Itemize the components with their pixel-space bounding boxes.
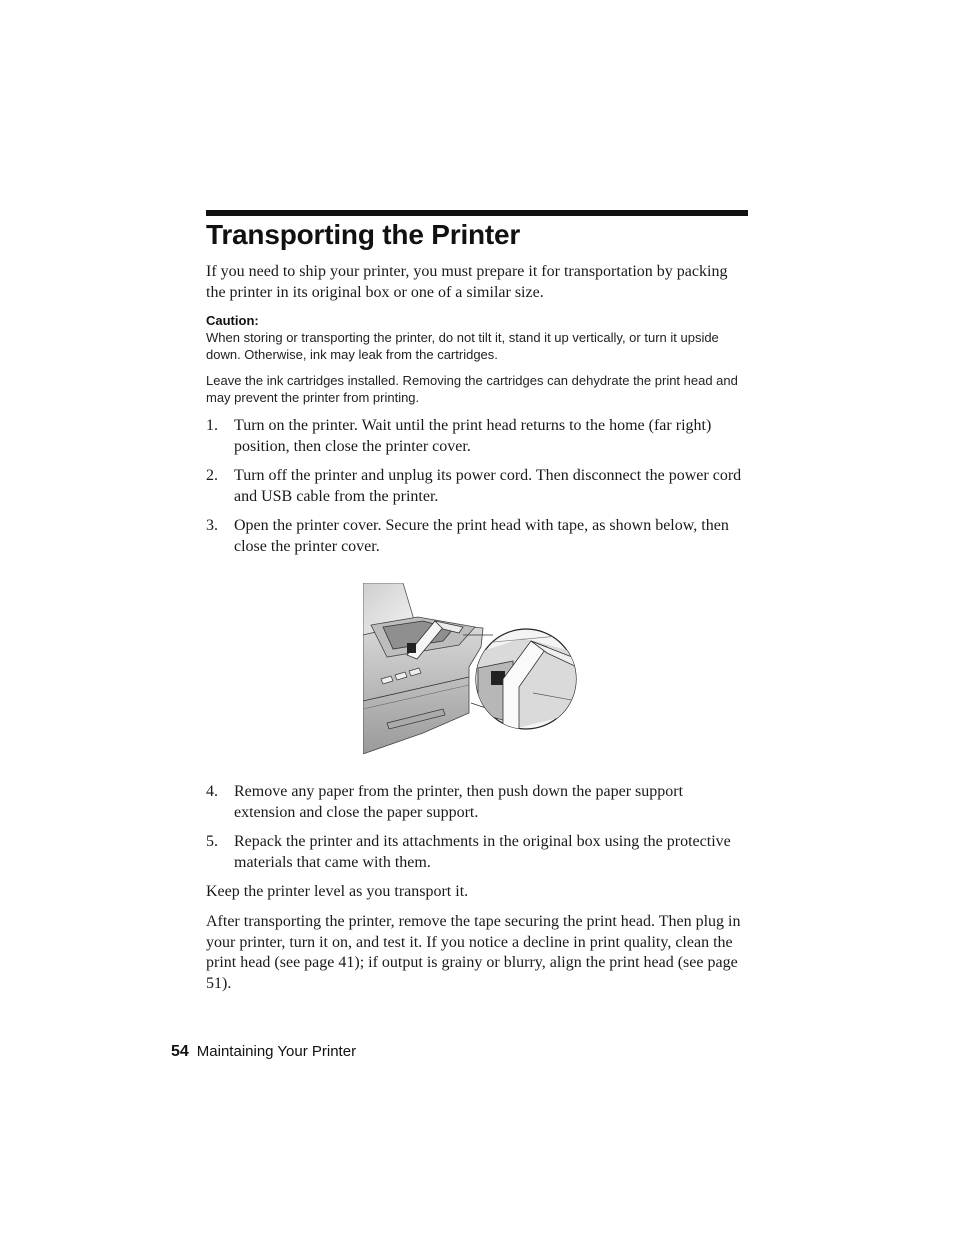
caution-label: Caution:: [206, 313, 259, 328]
step-number: 4.: [206, 783, 218, 800]
step-number: 3.: [206, 517, 218, 534]
after-transport-paragraph: After transporting the printer, remove the tape securing the print head. Then plug in your printer, turn it on, and test it. If you notice a decline in print quality, clean the print head (see page 41); if output is grainy or blurry, align the print head (see page 51).: [206, 913, 741, 992]
step-text: Repack the printer and its attachments in the original box using the protective materials that came with them.: [234, 833, 731, 871]
section-name: Maintaining Your Printer: [196, 1043, 357, 1060]
page-title: Transporting the Printer: [206, 219, 521, 250]
page-footer: [171, 1041, 356, 1063]
keep-level-paragraph: Keep the printer level as you transport it.: [206, 883, 469, 900]
step-text: Open the printer cover. Secure the print head with tape, as shown below, then close the printer cover.: [234, 517, 729, 555]
step-number: 1.: [206, 417, 218, 434]
step-number: 5.: [206, 833, 218, 850]
printer-tape-illustration: [363, 583, 579, 754]
step-text: Turn on the printer. Wait until the print head returns to the home (far right) position, then close the printer cover.: [234, 417, 712, 455]
caution-text: When storing or transporting the printer, do not tilt it, stand it up vertically, or turn it upside down. Otherwise, ink may leak from the cartridges.: [206, 330, 719, 362]
intro-paragraph: If you need to ship your printer, you must prepare it for transportation by packing the printer in its original box or one of a similar size.: [206, 263, 728, 301]
step-text: Remove any paper from the printer, then push down the paper support extension and close the paper support.: [234, 783, 684, 821]
caution-note: Leave the ink cartridges installed. Removing the cartridges can dehydrate the print head and may prevent the printer from printing.: [206, 373, 738, 405]
step-text: Turn off the printer and unplug its power cord. Then disconnect the power cord and USB cable from the printer.: [234, 467, 742, 505]
page-number: 54: [171, 1043, 189, 1060]
step-number: 2.: [206, 467, 218, 484]
